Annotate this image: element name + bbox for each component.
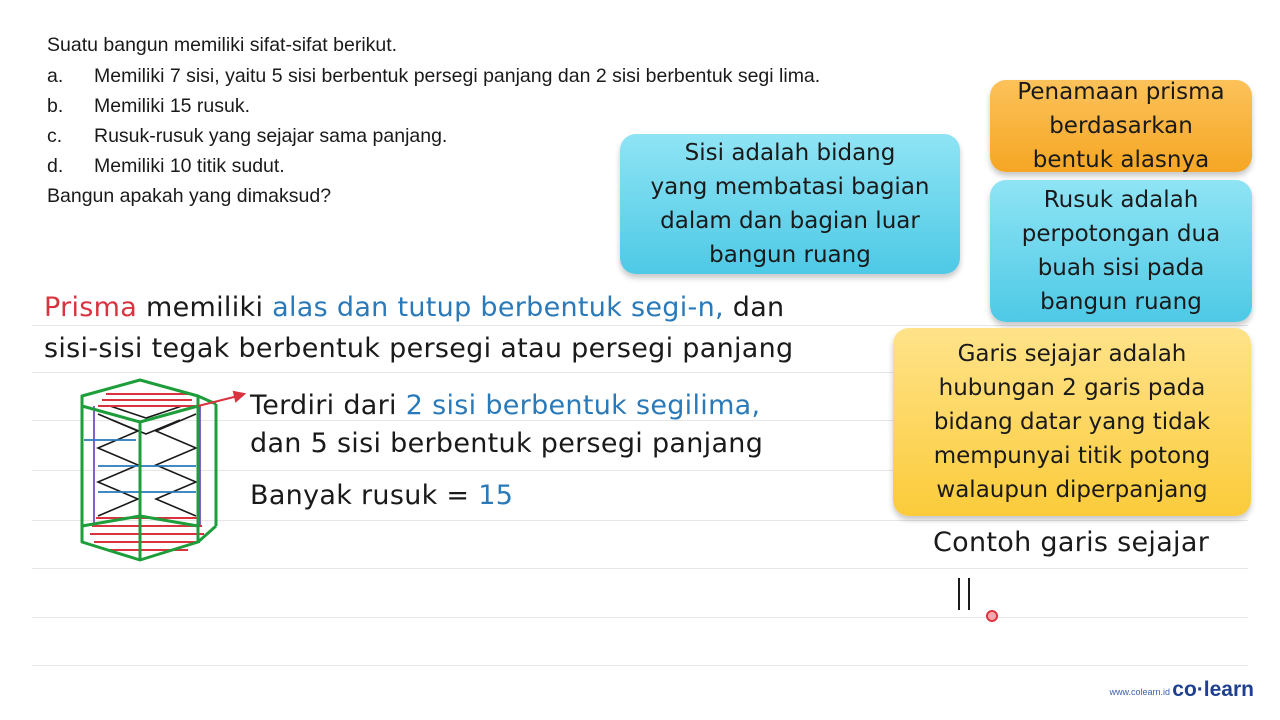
- base-description: alas dan tutup berbentuk segi-n,: [272, 292, 724, 323]
- question-item-c: c. Rusuk-rusuk yang sejajar sama panjang.: [47, 125, 448, 147]
- callout-rusuk-definition: Rusuk adalah perpotongan dua buah sisi pada bangun ruang: [990, 180, 1252, 322]
- question-item-d: d. Memiliki 10 titik sudut.: [47, 155, 285, 177]
- answer-line-1: Prisma memiliki alas dan tutup berbentuk segi-n, dan: [44, 292, 785, 323]
- example-label: Contoh garis sejajar: [933, 527, 1210, 558]
- callout-sisi-definition: Sisi adalah bidang yang membatasi bagian dalam dan bagian luar bangun ruang: [620, 134, 960, 274]
- pentagon-faces: 2 sisi berbentuk segilima,: [405, 390, 761, 421]
- callout-parallel-lines: Garis sejajar adalah hubungan 2 garis pada bidang datar yang tidak mempunyai titik potong walaupun diperpanjang: [893, 328, 1251, 516]
- desc-line-1: Terdiri dari 2 sisi berbentuk segilima,: [250, 390, 761, 421]
- callout-prism-naming: Penamaan prisma berdasarkan bentuk alasnya: [990, 80, 1252, 172]
- question-ask: Bangun apakah yang dimaksud?: [47, 185, 332, 207]
- answer-line-2: sisi-sisi tegak berbentuk persegi atau persegi panjang: [44, 333, 794, 364]
- edges-value: 15: [478, 480, 514, 511]
- edges-count: Banyak rusuk = 15: [250, 480, 514, 511]
- brand-logo: co·learn: [1172, 678, 1254, 701]
- ruled-line: [32, 617, 1248, 618]
- question-item-a: a. Memiliki 7 sisi, yaitu 5 sisi berbentuk persegi panjang dan 2 sisi berbentuk segi lima.: [47, 65, 821, 87]
- parallel-lines-sketch: [955, 576, 1015, 626]
- question-intro: Suatu bangun memiliki sifat-sifat berikut.: [47, 34, 398, 56]
- brand-url: www.colearn.id: [1109, 687, 1170, 697]
- pointer-dot-icon: [987, 611, 997, 621]
- question-item-b: b. Memiliki 15 rusuk.: [47, 95, 251, 117]
- ruled-line: [32, 665, 1248, 666]
- term-prisma: Prisma: [44, 292, 138, 323]
- desc-line-2: dan 5 sisi berbentuk persegi panjang: [250, 428, 764, 459]
- ruled-line: [32, 568, 1248, 569]
- pentagonal-prism-drawing: [76, 376, 246, 566]
